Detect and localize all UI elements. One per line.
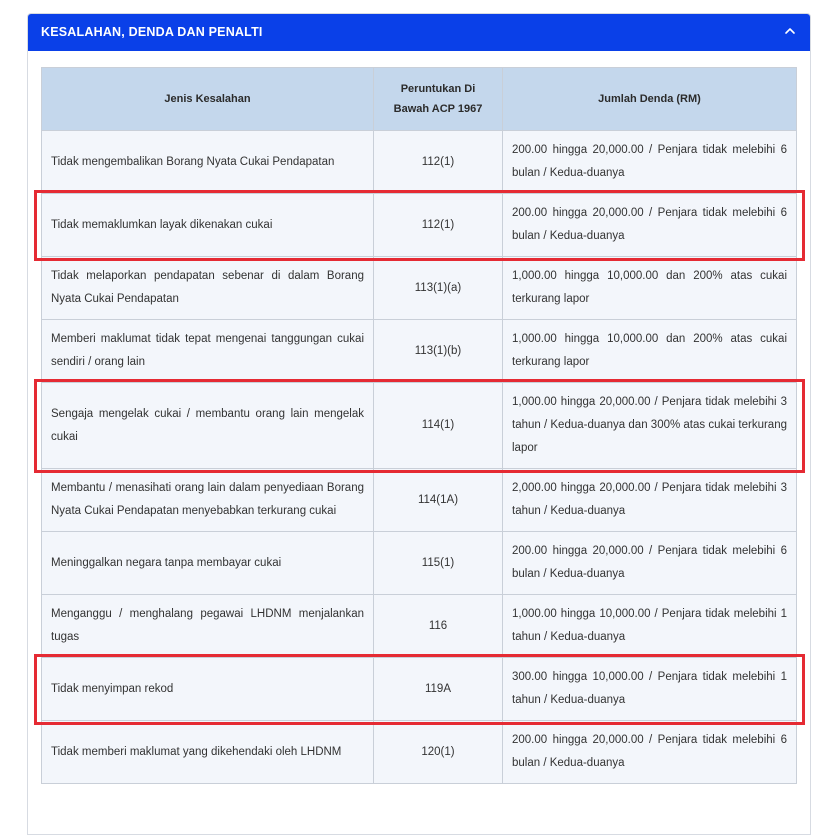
offence-cell: Tidak melaporkan pendapatan sebenar di dalam Borang Nyata Cukai Pendapatan <box>42 257 374 320</box>
penalty-panel <box>27 13 811 835</box>
fine-cell: 2,000.00 hingga 20,000.00 / Penjara tidak melebihi 3 tahun / Kedua-duanya <box>503 469 797 532</box>
offence-cell: Tidak memberi maklumat yang dikehendaki oleh LHDNM <box>42 721 374 784</box>
panel-title: KESALAHAN, DENDA DAN PENALTI <box>41 25 263 39</box>
section-cell: 112(1) <box>374 131 503 194</box>
table-row <box>42 131 797 194</box>
section-cell: 114(1) <box>374 383 503 469</box>
table-row <box>42 320 797 383</box>
offence-cell: Sengaja mengelak cukai / membantu orang lain mengelak cukai <box>42 383 374 469</box>
offence-cell: Memberi maklumat tidak tepat mengenai tanggungan cukai sendiri / orang lain <box>42 320 374 383</box>
fine-cell: 200.00 hingga 20,000.00 / Penjara tidak melebihi 6 bulan / Kedua-duanya <box>503 532 797 595</box>
section-cell: 113(1)(b) <box>374 320 503 383</box>
table-row <box>42 721 797 784</box>
offence-cell: Tidak memaklumkan layak dikenakan cukai <box>42 194 374 257</box>
chevron-up-icon[interactable] <box>782 23 798 39</box>
offence-cell: Membantu / menasihati orang lain dalam penyediaan Borang Nyata Cukai Pendapatan menyebabkan terkurang cukai <box>42 469 374 532</box>
section-cell: 114(1A) <box>374 469 503 532</box>
table-row <box>42 595 797 658</box>
section-cell: 120(1) <box>374 721 503 784</box>
fine-cell: 1,000.00 hingga 10,000.00 dan 200% atas cukai terkurang lapor <box>503 320 797 383</box>
fine-cell: 1,000.00 hingga 10,000.00 dan 200% atas cukai terkurang lapor <box>503 257 797 320</box>
section-cell: 115(1) <box>374 532 503 595</box>
penalty-table <box>41 67 797 784</box>
section-cell: 116 <box>374 595 503 658</box>
fine-cell: 300.00 hingga 10,000.00 / Penjara tidak melebihi 1 tahun / Kedua-duanya <box>503 658 797 721</box>
fine-cell: 1,000.00 hingga 20,000.00 / Penjara tidak melebihi 3 tahun / Kedua-duanya dan 300% atas cukai terkurang lapor <box>503 383 797 469</box>
table-row <box>42 194 797 257</box>
panel-header[interactable] <box>28 14 810 51</box>
offence-cell: Tidak menyimpan rekod <box>42 658 374 721</box>
section-cell: 119A <box>374 658 503 721</box>
header-offence: Jenis Kesalahan <box>42 68 374 131</box>
table-header-row <box>42 68 797 131</box>
table-row <box>42 532 797 595</box>
offence-cell: Tidak mengembalikan Borang Nyata Cukai Pendapatan <box>42 131 374 194</box>
header-fine: Jumlah Denda (RM) <box>503 68 797 131</box>
offence-cell: Meninggalkan negara tanpa membayar cukai <box>42 532 374 595</box>
section-cell: 112(1) <box>374 194 503 257</box>
table-row <box>42 469 797 532</box>
table-row <box>42 383 797 469</box>
fine-cell: 200.00 hingga 20,000.00 / Penjara tidak melebihi 6 bulan / Kedua-duanya <box>503 194 797 257</box>
section-cell: 113(1)(a) <box>374 257 503 320</box>
offence-cell: Menganggu / menghalang pegawai LHDNM menjalankan tugas <box>42 595 374 658</box>
fine-cell: 1,000.00 hingga 10,000.00 / Penjara tidak melebihi 1 tahun / Kedua-duanya <box>503 595 797 658</box>
fine-cell: 200.00 hingga 20,000.00 / Penjara tidak melebihi 6 bulan / Kedua-duanya <box>503 131 797 194</box>
header-section: Peruntukan Di Bawah ACP 1967 <box>374 68 503 131</box>
fine-cell: 200.00 hingga 20,000.00 / Penjara tidak melebihi 6 bulan / Kedua-duanya <box>503 721 797 784</box>
table-row <box>42 257 797 320</box>
table-row <box>42 658 797 721</box>
